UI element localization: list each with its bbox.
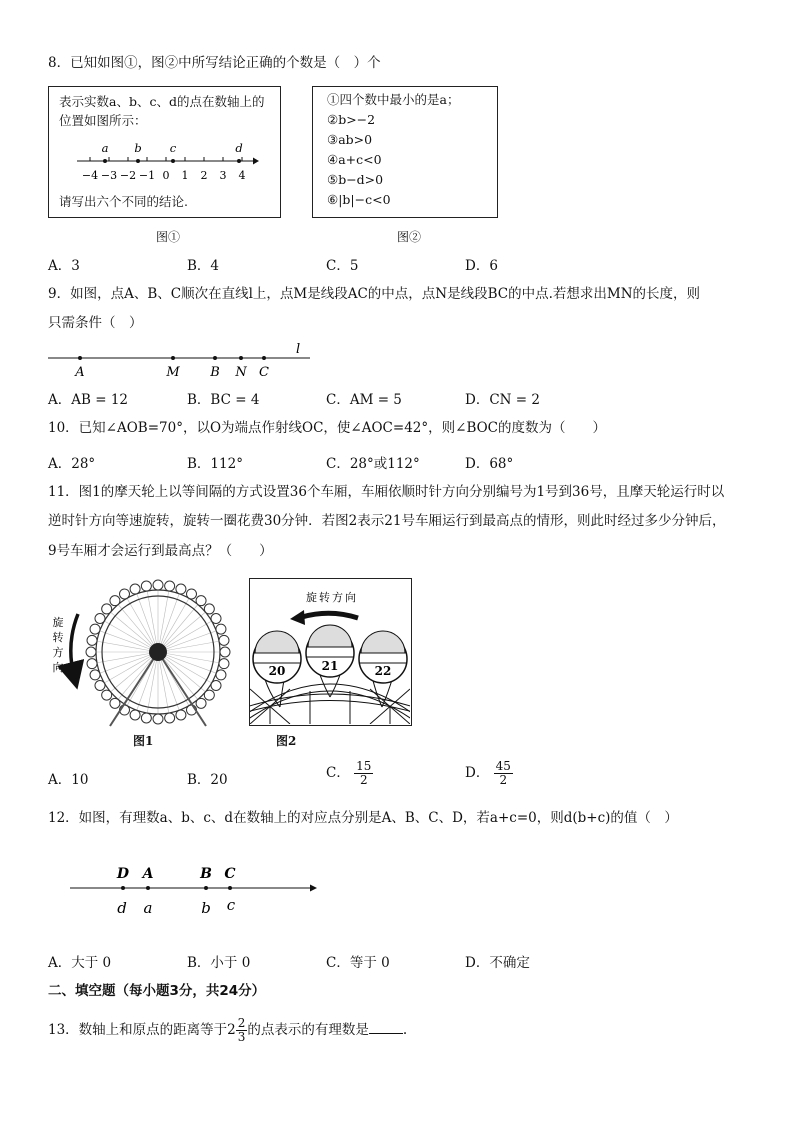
point-C <box>262 356 266 360</box>
wheel-car <box>211 614 221 624</box>
fraction <box>236 1017 248 1044</box>
q10-stem: 10．已知∠AOB=70°，以O为端点作射线OC，使∠AOC=42°，则∠BOC的度数为（ ） <box>48 420 607 436</box>
wheel-car <box>90 670 100 680</box>
q8-figure-2 <box>312 86 498 218</box>
wheel-car <box>87 635 97 645</box>
q9-line-diagram <box>48 340 318 380</box>
q11-top-view-figure <box>249 578 412 726</box>
wheel-car <box>120 589 130 599</box>
q8-fig2-item: ④a+c<0 <box>327 152 382 167</box>
axis-arrow-icon <box>310 885 317 892</box>
q8-figure-1 <box>48 86 281 218</box>
left-arrow-icon <box>290 610 305 625</box>
tick-label: −3 <box>100 169 118 182</box>
car-22 <box>359 631 407 683</box>
q11-stem-line1: 11．图1的摩天轮上以等间隔的方式设置36个车厢，车厢依顺时针方向分别编号为1号到36号，且摩天轮运行时以 <box>48 484 725 500</box>
q8-stem: 8．已知如图①，图②中所写结论正确的个数是（ ）个 <box>48 55 381 71</box>
tick-label: 2 <box>200 169 208 182</box>
rotation-label-char: 转 <box>52 631 64 644</box>
label-B: B <box>210 365 220 380</box>
point-N <box>239 356 243 360</box>
q8-fig2-item: ①四个数中最小的是a； <box>327 92 460 107</box>
numerator: 2 <box>237 1016 246 1030</box>
car-number: 20 <box>268 664 286 678</box>
q9-option-b[interactable]: B．BC = 4 <box>187 392 260 408</box>
wheel-car <box>220 647 230 657</box>
label-b: b <box>201 899 211 917</box>
tick-label: 0 <box>162 169 170 182</box>
wheel-car <box>204 604 214 614</box>
wheel-car <box>187 589 197 599</box>
q11-fig2-caption: 图2 <box>276 734 297 748</box>
q12-option-a[interactable]: A．大于 0 <box>48 955 112 971</box>
wheel-car <box>219 635 229 645</box>
fraction <box>354 760 373 787</box>
answer-blank[interactable] <box>369 1021 403 1034</box>
q10-option-d[interactable]: D．68° <box>465 456 514 472</box>
q12-number-line <box>70 860 325 920</box>
point-D <box>121 886 125 890</box>
q13-suffix: 的点表示的有理数是 <box>247 1022 369 1038</box>
denominator: 2 <box>359 773 368 787</box>
car-20 <box>253 631 301 683</box>
q8-option-a[interactable]: A．3 <box>48 258 80 274</box>
q8-number-line <box>49 139 280 189</box>
q11-ferris-wheel-figure <box>48 574 238 732</box>
q11-stem-line3: 9号车厢才会运行到最高点？（ ） <box>48 543 273 559</box>
rotation-label-char: 旋 <box>52 616 64 629</box>
rotation-label-char: 向 <box>52 661 64 674</box>
tick-label: 1 <box>181 169 189 182</box>
q8-fig2-item: ⑥|b|−c<0 <box>327 192 391 207</box>
q10-option-c[interactable]: C．28°或112° <box>326 456 420 472</box>
label-a: a <box>101 141 109 155</box>
label-a: a <box>143 899 153 917</box>
q12-option-d[interactable]: D．不确定 <box>465 955 530 971</box>
car-number: 21 <box>321 659 339 673</box>
numerator: 45 <box>495 759 511 773</box>
q9-option-c[interactable]: C．AM = 5 <box>326 392 402 408</box>
wheel-car <box>176 710 186 720</box>
label-C: C <box>259 365 269 380</box>
q9-option-d[interactable]: D．CN = 2 <box>465 392 540 408</box>
wheel-car <box>130 584 140 594</box>
point-B <box>204 886 208 890</box>
q12-option-c[interactable]: C．等于 0 <box>326 955 390 971</box>
q11-option-d[interactable] <box>465 760 513 787</box>
q13-prefix: 13．数轴上和原点的距离等于2 <box>48 1022 236 1038</box>
q12-option-b[interactable]: B．小于 0 <box>187 955 251 971</box>
wheel-car <box>176 584 186 594</box>
tick-label: −2 <box>119 169 137 182</box>
denominator: 3 <box>237 1030 246 1044</box>
point-d <box>237 159 241 163</box>
wheel-car <box>216 624 226 634</box>
q8-fig1-line2: 位置如图所示： <box>59 113 147 128</box>
q13-end: . <box>402 1022 408 1038</box>
label-C: C <box>224 866 236 882</box>
q11-fig1-caption: 图1 <box>133 734 154 748</box>
fraction <box>494 760 513 787</box>
hub <box>149 643 167 661</box>
point-a <box>103 159 107 163</box>
q9-option-a[interactable]: A．AB = 12 <box>48 392 128 408</box>
rotation-arrow-icon <box>71 614 78 676</box>
q11-stem-line2: 逆时针方向等速旋转，旋转一圈花费30分钟．若图2表示21号车厢运行到最高点的情形，则此时经过多少分钟后， <box>48 513 726 529</box>
q8-option-d[interactable]: D．6 <box>465 258 498 274</box>
point-C <box>228 886 232 890</box>
q9-stem-line2: 只需条件（ ） <box>48 315 143 331</box>
section-2-title: 二、填空题（每小题3分，共24分） <box>48 983 266 999</box>
q12-stem: 12．如图，有理数a、b、c、d在数轴上的对应点分别是A、B、C、D，若a+c=0，则d(b+c)的值（ ） <box>48 810 678 826</box>
label-c: c <box>226 896 236 914</box>
q8-option-c[interactable]: C．5 <box>326 258 359 274</box>
label-c: c <box>169 141 177 155</box>
q10-option-b[interactable]: B．112° <box>187 456 243 472</box>
point-A <box>146 886 150 890</box>
wheel-car <box>211 681 221 691</box>
rotation-label-char: 方 <box>52 646 64 659</box>
wheel-car <box>165 581 175 591</box>
wheel-car <box>95 681 105 691</box>
q9-stem-line1: 9．如图，点A、B、C顺次在直线l上，点M是线段AC的中点，点N是线段BC的中点.若想求出MN的长度，则 <box>48 286 701 302</box>
option-prefix: C． <box>326 765 350 781</box>
wheel-car <box>102 690 112 700</box>
wheel-car <box>219 659 229 669</box>
wheel-car <box>110 596 120 606</box>
q10-option-a[interactable]: A．28° <box>48 456 96 472</box>
point-b <box>136 159 140 163</box>
wheel-car <box>196 698 206 708</box>
label-A: A <box>142 866 154 882</box>
q8-fig1-line1: 表示实数a、b、c、d的点在数轴上的 <box>59 94 265 109</box>
q8-fig2-caption: 图② <box>397 230 422 244</box>
tick-label: −1 <box>138 169 156 182</box>
q11-option-a[interactable]: A．10 <box>48 772 89 788</box>
q8-fig2-item: ⑤b−d>0 <box>327 172 384 187</box>
label-d: d <box>235 141 243 155</box>
wheel-car <box>86 647 96 657</box>
q8-fig1-caption: 图① <box>156 230 181 244</box>
q8-fig2-item: ③ab>0 <box>327 132 373 147</box>
wheel-car <box>216 670 226 680</box>
line-label-l: l <box>296 342 301 357</box>
q11-option-c[interactable] <box>326 760 373 787</box>
q13-stem <box>48 1014 407 1048</box>
label-B: B <box>200 866 212 882</box>
option-prefix: D． <box>465 765 490 781</box>
wheel-car <box>141 581 151 591</box>
wheel-car <box>90 624 100 634</box>
label-A: A <box>75 365 85 380</box>
wheel-car <box>130 710 140 720</box>
point-A <box>78 356 82 360</box>
point-M <box>171 356 175 360</box>
q8-fig1-footer: 请写出六个不同的结论. <box>59 194 188 209</box>
label-D: D <box>116 866 130 882</box>
q8-fig2-item: ②b>−2 <box>327 112 376 127</box>
wheel-car <box>95 614 105 624</box>
q11-option-b[interactable]: B．20 <box>187 772 228 788</box>
car-number: 22 <box>374 664 392 678</box>
wheel-car <box>165 713 175 723</box>
wheel-car <box>110 698 120 708</box>
tick-label: 3 <box>219 169 227 182</box>
label-d: d <box>117 899 127 917</box>
car-21 <box>306 625 354 677</box>
wheel-car <box>153 714 163 724</box>
numerator: 15 <box>356 759 372 773</box>
label-M: M <box>166 365 180 380</box>
wheel-car <box>153 580 163 590</box>
wheel-car <box>141 713 151 723</box>
denominator: 2 <box>499 773 508 787</box>
point-c <box>171 159 175 163</box>
q8-option-b[interactable]: B．4 <box>187 258 220 274</box>
tick-label: 4 <box>238 169 246 182</box>
label-b: b <box>134 141 142 155</box>
rotation-direction-label: 旋转方向 <box>306 591 358 604</box>
label-N: N <box>235 365 247 380</box>
wheel-car <box>204 690 214 700</box>
tick-label: −4 <box>81 169 99 182</box>
point-B <box>213 356 217 360</box>
wheel-car <box>196 596 206 606</box>
wheel-car <box>87 659 97 669</box>
wheel-car <box>102 604 112 614</box>
